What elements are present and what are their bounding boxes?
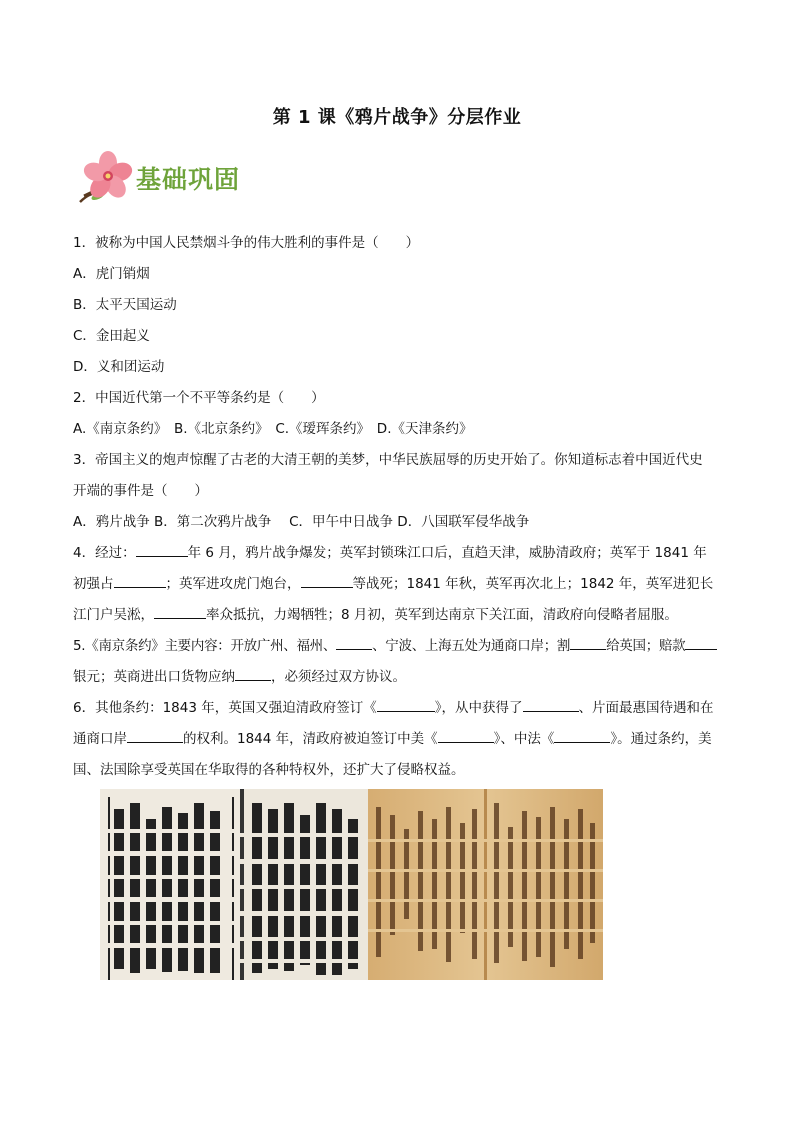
question-5-line-2 [73,662,733,693]
answer-blank[interactable] [377,696,435,712]
question-1-stem: 1．被称为中国人民禁烟斗争的伟大胜利的事件是（ ） [73,235,420,251]
text-segment: ；英军进攻虎门炮台， [165,576,301,592]
text-segment: 给英国；赔款 [606,638,686,654]
text-segment: 》、中法《 [493,731,555,747]
text-segment: 银元；英商进出口货物应纳 [73,669,235,685]
text-segment: 初强占 [73,576,114,592]
text-segment: 4．经过： [73,545,136,561]
answer-blank[interactable] [523,696,579,712]
text-segment: 、片面最惠国待遇和在 [578,700,714,716]
question-3-stem-line-1: 3．帝国主义的炮声惊醒了古老的大清王朝的美梦，中华民族屈辱的历史开始了。你知道标志着中国近代史 [73,452,703,468]
treaty-page-1 [100,789,240,980]
text-segment: 等战死；1841 年秋，英军再次北上；1842 年，英军进犯长 [352,576,714,592]
page-title: 第 1 课《鸦片战争》分层作业 [272,107,522,128]
text-segment: 6．其他条约：1843 年，英国又强迫清政府签订《 [73,700,377,716]
text-segment: 5.《南京条约》主要内容：开放广州、福州、 [73,638,337,654]
text-segment: 、宁波、上海五处为通商口岸；割 [372,638,571,654]
answer-blank[interactable] [127,727,183,743]
treaty-page-2 [240,789,368,980]
question-1-option-a: A．虎门销烟 [73,266,150,282]
text-segment: 的权利。1844 年，清政府被迫签订中美《 [183,731,438,747]
text-segment: 》。通过条约，美 [610,731,712,747]
question-4-line-1 [73,538,733,569]
text-segment: ，必须经过双方协议。 [271,669,406,685]
section-header [76,150,276,206]
answer-blank[interactable] [154,603,206,619]
text-segment: 率众抵抗，力竭牺牲；8 月初，英军到达南京下关江面，清政府向侵略者屈服。 [206,607,678,623]
text-segment: 年 6 月，鸦片战争爆发；英军封锁珠江口后，直趋天津，威胁清政府；英军于 1841 年 [187,545,707,561]
answer-blank[interactable] [438,727,494,743]
question-1-option-d: D．义和团运动 [73,359,165,375]
cherry-blossom-icon [76,150,138,206]
question-6-line-1 [73,693,733,724]
question-1-option-b: B．太平天国运动 [73,297,177,313]
question-4-line-2 [73,569,733,600]
question-3-options: A．鸦片战争 B．第二次鸦片战争 C．甲午中日战争 D．八国联军侵华战争 [73,514,530,530]
text-segment: 江门户吴淞， [73,607,154,623]
answer-blank[interactable] [685,634,717,650]
text-segment: 》，从中获得了 [434,700,523,716]
question-6-line-2 [73,724,733,755]
question-3-stem-line-2: 开端的事件是（ ） [73,483,208,499]
text-segment: 通商口岸 [73,731,127,747]
question-1-option-c: C．金田起义 [73,328,150,344]
answer-blank[interactable] [336,634,372,650]
answer-blank[interactable] [570,634,606,650]
answer-blank[interactable] [554,727,610,743]
answer-blank[interactable] [114,572,166,588]
question-6-line-3: 国、法国除享受英国在华取得的各种特权外，还扩大了侵略权益。 [73,762,465,778]
question-5-line-1 [73,631,733,662]
question-2-stem: 2．中国近代第一个不平等条约是（ ） [73,390,325,406]
answer-blank[interactable] [301,572,353,588]
answer-blank[interactable] [136,541,188,557]
answer-blank[interactable] [235,665,271,681]
question-list [73,228,733,786]
treaty-page-3 [368,789,603,980]
question-4-line-3 [73,600,733,631]
treaty-documents-image [100,789,603,980]
section-label: 基础巩固 [136,165,241,194]
question-2-options: A.《南京条约》 B.《北京条约》 C.《瑷珲条约》 D.《天津条约》 [73,421,473,437]
